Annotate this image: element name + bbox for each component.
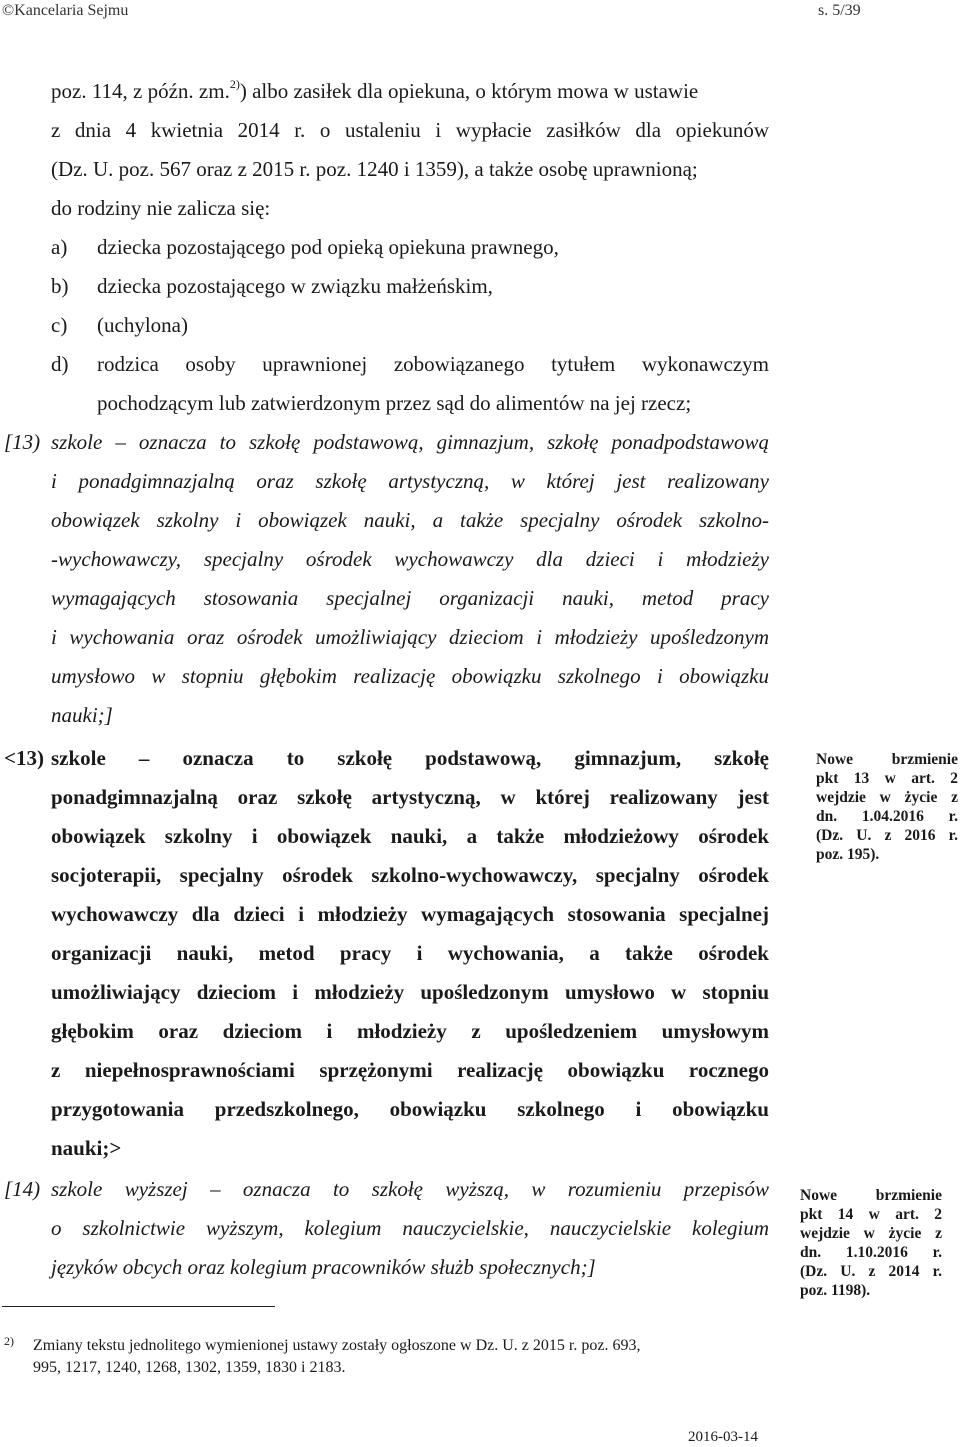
old13-line-7: umysłowo w stopniu głębokim realizację obowiązku szkolnego i obowiązku <box>51 664 769 688</box>
old13-line-4: -wychowawczy, specjalny ośrodek wychowawczy dla dzieci i młodzieży <box>51 547 769 571</box>
new13-line-5: wychowawczy dla dzieci i młodzieży wymagających stosowania specjalnej <box>51 902 769 926</box>
new13-line-10: przygotowania przedszkolnego, obowiązku szkolnego i obowiązku <box>51 1097 769 1121</box>
footnote-mark: 2) <box>4 1334 14 1348</box>
new13-line-3: obowiązek szkolny i obowiązek nauki, a także młodzieżowy ośrodek <box>51 824 769 848</box>
note14-line-5: (Dz. U. z 2014 r. <box>800 1263 942 1280</box>
old14-line-1: szkole wyższej – oznacza to szkołę wyższą, w rozumieniu przepisów <box>51 1177 769 1201</box>
note14-line-3: wejdzie w życie z <box>800 1225 942 1242</box>
new13-label: <13) <box>4 746 44 770</box>
old14-line-2: o szkolnictwie wyższym, kolegium nauczycielskie, nauczycielskie kolegium <box>51 1216 769 1240</box>
new13-line-4: socjoterapii, specjalny ośrodek szkolno-wychowawczy, specjalny ośrodek <box>51 863 769 887</box>
old13-line-2: i ponadgimnazjalną oraz szkołę artystyczną, w której jest realizowany <box>51 469 769 493</box>
margin-note-14 <box>800 1186 942 1300</box>
note13-line-4: dn. 1.04.2016 r. <box>816 808 958 825</box>
footnote-ref[interactable]: 2) <box>229 77 240 91</box>
intro-line-1: poz. 114, z późn. zm.$^{2)}$) albo zasiłek dla opiekuna, o którym mowa w ustawie <box>51 77 699 103</box>
intro-line-2: z dnia 4 kwietnia 2014 r. o ustaleniu i wypłacie zasiłków dla opiekunów <box>51 118 769 142</box>
note13-line-3: wejdzie w życie z <box>816 789 958 806</box>
item-a-label: a) <box>51 235 68 259</box>
intro-line-3: (Dz. U. poz. 567 oraz z 2015 r. poz. 1240 i 1359), a także osobę uprawnioną; <box>51 157 698 181</box>
document-date: 2016-03-14 <box>688 1429 758 1445</box>
old13-line-1: szkole – oznacza to szkołę podstawową, gimnazjum, szkołę ponadpodstawową <box>51 430 769 454</box>
new13-line-2: ponadgimnazjalną oraz szkołę artystyczną, w której realizowany jest <box>51 785 769 809</box>
old13-line-6: i wychowania oraz ośrodek umożliwiający dzieciom i młodzieży upośledzonym <box>51 625 769 649</box>
old13-line-5: wymagających stosowania specjalnej organizacji nauki, metod pracy <box>51 586 769 610</box>
item-c-text: (uchylona) <box>97 313 188 337</box>
note13-line-6: poz. 195). <box>816 846 880 863</box>
item-d-label: d) <box>51 352 69 376</box>
item-c-label: c) <box>51 313 68 337</box>
new13-line-7: umożliwiający dzieciom i młodzieży upośledzonym umysłowo w stopniu <box>51 980 769 1004</box>
note13-line-2: pkt 13 w art. 2 <box>816 770 958 787</box>
note14-line-2: pkt 14 w art. 2 <box>800 1206 942 1223</box>
item-b-text: dziecka pozostającego w związku małżeńskim, <box>97 274 493 298</box>
header-left: ©Kancelaria Sejmu <box>2 2 129 19</box>
note13-line-1: Nowe brzmienie <box>816 751 958 768</box>
item-a-text: dziecka pozostającego pod opieką opiekuna prawnego, <box>97 235 559 259</box>
footnote-line-1: Zmiany tekstu jednolitego wymienionej ustawy zostały ogłoszone w Dz. U. z 2015 r. poz. 693, <box>33 1337 641 1354</box>
note14-line-1: Nowe brzmienie <box>800 1187 942 1204</box>
new13-line-11: nauki;> <box>51 1136 122 1160</box>
intro-line-4: do rodziny nie zalicza się: <box>51 196 271 220</box>
old14-line-3: języków obcych oraz kolegium pracowników służb społecznych;] <box>51 1255 596 1279</box>
old13-label: [13) <box>4 430 41 454</box>
new13-line-1: szkole – oznacza to szkołę podstawową, gimnazjum, szkołę <box>51 746 769 770</box>
note14-line-4: dn. 1.10.2016 r. <box>800 1244 942 1261</box>
item-d-continuation: pochodzącym lub zatwierdzonym przez sąd do alimentów na jej rzecz; <box>97 391 692 415</box>
note13-line-5: (Dz. U. z 2016 r. <box>816 827 958 844</box>
old13-line-8: nauki;] <box>51 703 113 727</box>
header-page-number: s. 5/39 <box>818 2 861 19</box>
new13-line-9: z niepełnosprawnościami sprzężonymi realizację obowiązku rocznego <box>51 1058 769 1082</box>
item-b-label: b) <box>51 274 69 298</box>
footnote-line-2: 995, 1217, 1240, 1268, 1302, 1359, 1830 i 2183. <box>33 1359 346 1376</box>
item-d-text: rodzica osoby uprawnionej zobowiązanego tytułem wykonawczym <box>97 352 769 376</box>
old13-line-3: obowiązek szkolny i obowiązek nauki, a także specjalny ośrodek szkolno- <box>51 508 769 532</box>
footnote-divider <box>2 1306 275 1307</box>
new13-line-8: głębokim oraz dzieciom i młodzieży z upośledzeniem umysłowym <box>51 1019 769 1043</box>
margin-note-13 <box>816 750 958 864</box>
note14-line-6: poz. 1198). <box>800 1282 871 1299</box>
new13-line-6: organizacji nauki, metod pracy i wychowania, a także ośrodek <box>51 941 769 965</box>
old14-label: [14) <box>4 1177 41 1201</box>
